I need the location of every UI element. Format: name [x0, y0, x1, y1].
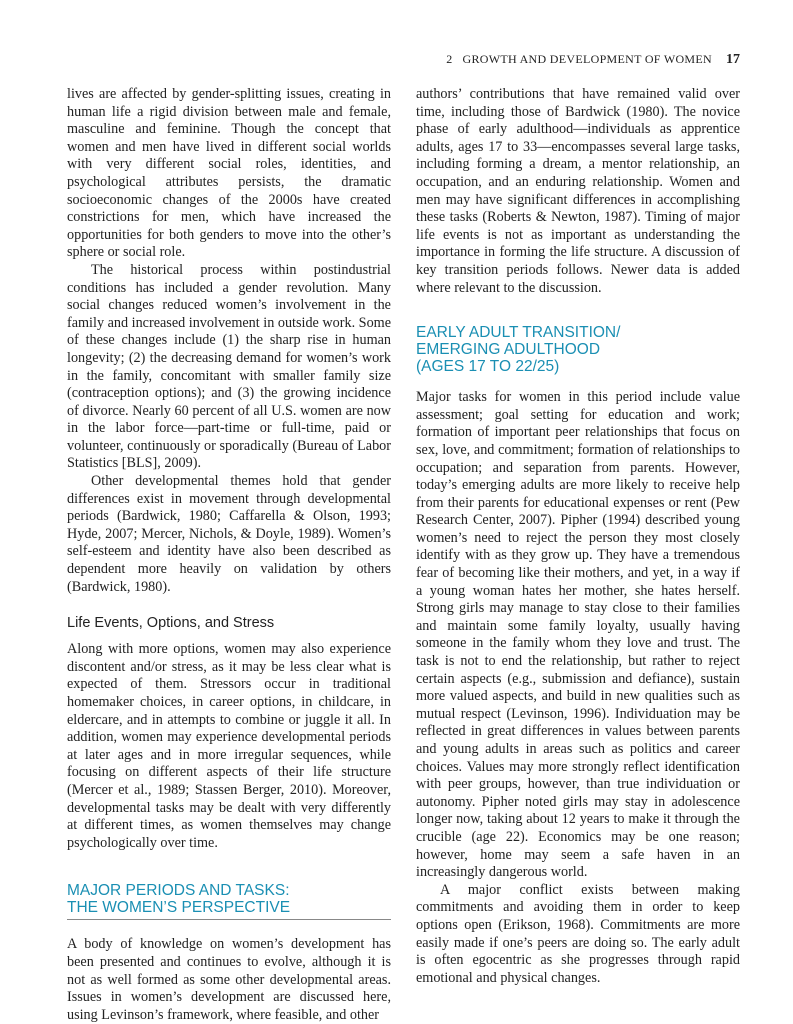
paragraph: The historical process within postindustrial conditions has included a gender revolution. Many social changes reduced women’s involvement in the family and increased involvement in outside work. Some of these changes include (1) the sharp rise in human longevity; (2) the decreasing demand for women’s work in the family, concomitant with smaller family size (contraception options); and (3) the growing incidence of divorce. Nearly 60 percent of all U.S. women are now in the labor force—part-time or full-time, paid or volunteer, continuously or sporadically (Bureau of Labor Statistics [BLS], 2009). — [67, 261, 391, 472]
heading-line: MAJOR PERIODS AND TASKS: — [67, 882, 290, 900]
right-column — [416, 86, 740, 987]
heading-line: THE WOMEN’S PERSPECTIVE — [67, 899, 291, 917]
paragraph: Along with more options, women may also experience discontent and/or stress, as it may be less clear what is expected of them. Stressors occur in traditional homemaker choices, in career options, in childcare, in eldercare, and in attempts to combine or juggle it all. In addition, women may experience developmental periods at later ages and in more irregular sequences, while focusing on different aspects of their life structure (Mercer et al., 1989; Stassen Berger, 2010). Moreover, developmental tasks may be dealt with very differently at different times, as women themselves may change psychologically over time. — [67, 641, 391, 851]
section-heading-major-periods — [67, 882, 391, 920]
left-column — [67, 86, 391, 1024]
paragraph: A body of knowledge on women’s development has been presented and continues to evolve, although it is not as well formed as some other developmental areas. Issues in women’s development are discussed here, using Levinson’s framework, where feasible, and other — [67, 936, 391, 1023]
chapter-title: 2 GROWTH AND DEVELOPMENT OF WOMEN — [446, 52, 712, 66]
section-heading-early-adult-transition — [416, 324, 740, 375]
heading-line: EARLY ADULT TRANSITION/ — [416, 324, 621, 342]
section-heading-life-events: Life Events, Options, and Stress — [67, 615, 275, 632]
heading-line: (AGES 17 TO 22/25) — [416, 358, 560, 376]
paragraph: lives are affected by gender-splitting issues, creating in human life a rigid division between male and female, masculine and feminine. Though the concept that women and men have lived in different social worlds with very different social roles, identities, and psychological attributes persists, the dramatic socioeconomic changes of the 2000s have created constrictions for men, which have increased the opportunities for both genders to move into the other’s sphere or social role. — [67, 86, 391, 261]
page-number: 17 — [726, 52, 740, 67]
paragraph: Major tasks for women in this period include value assessment; goal setting for education and work; formation of important peer relationships that focus on sex, love, and commitment; formation of relationships to occupation; and separation from parents. However, today’s emerging adults are more likely to receive help from their parents for educational expenses or rent (Pew Research Center, 2007). Pipher (1994) described young women’s need to reject the person they most closely identify with as they grow up. They have a tremendous fear of becoming like their mothers, and yet, in a way if a young woman hates her mother, she hates herself. Strong girls may manage to stay close to their families and maintain some family loyalty, usually having someone in the family whom they love and trust. The task is not to end the relationship, but rather to reject certain aspects (e.g., submission and defiance), sustain more valued aspects, and build in new qualities such as mutual respect (Levinson, 1996). Individuation may be reflected in great differences in values between parents and young adults in areas such as politics and career choices. Values may more strongly reflect identification with peer groups, however, than true individuation or autonomy. Pipher noted girls may stay in adolescence longer now, taking about 12 years to make it through the crucible (age 22). Economics may be one reason; however, home may seem a safe haven in an increasingly dangerous world. — [416, 389, 740, 881]
running-head — [0, 52, 740, 68]
paragraph: Other developmental themes hold that gender differences exist in movement through developmental periods (Bardwick, 1980; Caffarella & Olson, 1993; Hyde, 2007; Mercer, Nichols, & Doyle, 1989). Women’s self-esteem and identity have also been described as dependent more heavily on validation by others (Bardwick, 1980). — [67, 473, 391, 595]
heading-line: EMERGING ADULTHOOD — [416, 341, 601, 359]
paragraph: A major conflict exists between making commitments and avoiding them in order to keep options open (Erikson, 1968). Commitments are more easily made if one’s peers are doing so. The early adult is often egocentric as she progresses through rapid emotional and physical changes. — [416, 881, 740, 986]
paragraph: authors’ contributions that have remained valid over time, including those of Bardwick (1980). The novice phase of early adulthood—individuals as apprentice adults, ages 17 to 33—encompasses several large tasks, including forming a dream, a mentor relationship, an occupation, and an enduring relationship. Women and men may have significant differences in accomplishing these tasks (Roberts & Newton, 1987). Timing of major life events is not as important as understanding the importance in forming the life structure. A discussion of key transition periods follows. Newer data is added where relevant to the discussion. — [416, 86, 740, 296]
